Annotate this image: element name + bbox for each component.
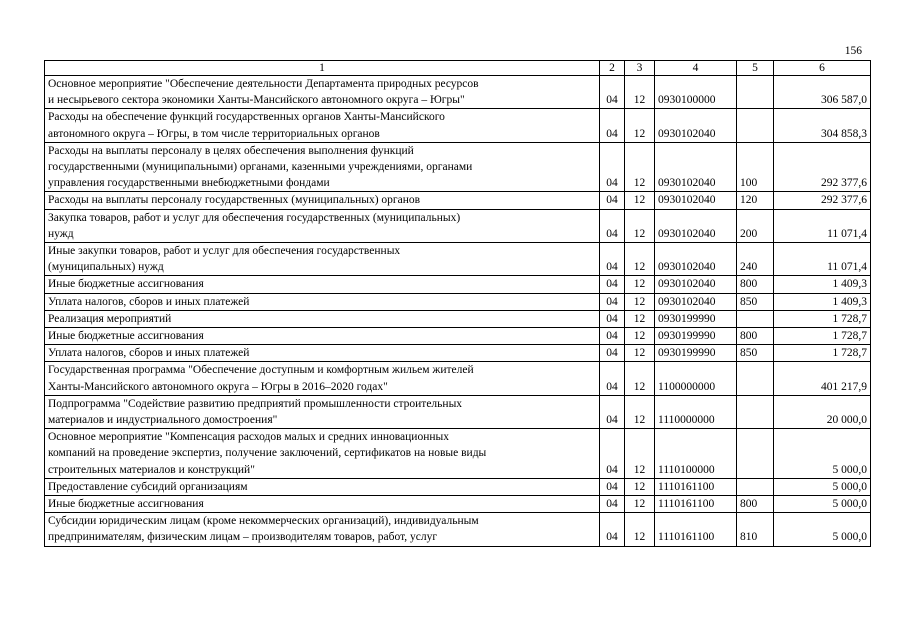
expense-name-line: Основное мероприятие "Обеспечение деятельности Департамента природных ресурсов <box>48 78 479 90</box>
subsection-cell: 12 <box>625 209 655 242</box>
amount-cell: 5 000,0 <box>774 513 871 546</box>
expense-kind-cell <box>737 310 774 327</box>
subsection-cell: 12 <box>625 345 655 362</box>
target-code-cell: 0930102040 <box>655 192 737 209</box>
expense-name-line: (муниципальных) нужд <box>48 261 164 274</box>
subsection-cell: 12 <box>625 496 655 513</box>
section-cell: 04 <box>600 496 625 513</box>
section-cell: 04 <box>600 429 625 479</box>
expense-name-line: Ханты-Мансийского автономного округа – Югры в 2016–2020 годах" <box>48 380 388 393</box>
expense-kind-cell: 850 <box>737 345 774 362</box>
expense-name-line: Подпрограмма "Содействие развитию предприятий промышленности строительных <box>48 397 463 410</box>
target-code-cell: 0930102040 <box>655 209 737 242</box>
table-row <box>45 243 871 276</box>
subsection-cell: 12 <box>625 310 655 327</box>
table-row <box>45 345 871 362</box>
expense-name-line: Государственная программа "Обеспечение доступным и комфортным жильем жителей <box>48 364 474 377</box>
section-cell: 04 <box>600 395 625 428</box>
expense-kind-cell: 240 <box>737 243 774 276</box>
expense-kind-cell: 810 <box>737 513 774 546</box>
header-cell-2: 2 <box>600 61 625 76</box>
expense-name-cell <box>45 109 600 142</box>
target-code-cell: 0930102040 <box>655 109 737 142</box>
subsection-cell: 12 <box>625 192 655 209</box>
expense-name-line: и несырьевого сектора экономики Ханты-Мансийского автономного округа – Югры" <box>48 94 465 107</box>
section-cell: 04 <box>600 142 625 192</box>
amount-cell: 20 000,0 <box>774 395 871 428</box>
table-row <box>45 209 871 242</box>
amount-cell: 401 217,9 <box>774 362 871 395</box>
target-code-cell: 0930100000 <box>655 76 737 109</box>
subsection-cell: 12 <box>625 429 655 479</box>
amount-cell: 5 000,0 <box>774 478 871 495</box>
expense-name-line: Основное мероприятие "Компенсация расходов малых и средних инновационных <box>48 431 449 444</box>
amount-cell: 292 377,6 <box>774 192 871 209</box>
expense-kind-cell: 800 <box>737 496 774 513</box>
expense-name-cell <box>45 142 600 192</box>
table-row <box>45 328 871 345</box>
expense-name-line: Субсидии юридическим лицам (кроме некоммерческих организаций), индивидуальным <box>48 515 479 528</box>
target-code-cell: 0930199990 <box>655 310 737 327</box>
expense-name-cell <box>45 478 600 495</box>
header-cell-4: 4 <box>655 61 737 76</box>
section-cell: 04 <box>600 243 625 276</box>
section-cell: 04 <box>600 310 625 327</box>
expense-name-cell <box>45 429 600 479</box>
amount-cell: 306 587,0 <box>774 76 871 109</box>
expense-name-line: Закупка товаров, работ и услуг для обеспечения государственных (муниципальных) <box>48 211 461 224</box>
subsection-cell: 12 <box>625 513 655 546</box>
expense-name-line: строительных материалов и конструкций" <box>48 463 255 476</box>
budget-table-body <box>45 61 871 547</box>
target-code-cell: 0930199990 <box>655 345 737 362</box>
section-cell: 04 <box>600 76 625 109</box>
target-code-cell: 1100000000 <box>655 362 737 395</box>
target-code-cell: 1110161100 <box>655 513 737 546</box>
header-cell-5: 5 <box>737 61 774 76</box>
amount-cell: 5 000,0 <box>774 496 871 513</box>
subsection-cell: 12 <box>625 109 655 142</box>
expense-kind-cell <box>737 109 774 142</box>
amount-cell: 11 071,4 <box>774 209 871 242</box>
expense-name-cell <box>45 243 600 276</box>
table-header-row <box>45 61 871 76</box>
expense-name-line: Расходы на обеспечение функций государственных органов Ханты-Мансийского <box>48 111 445 124</box>
expense-name-line: Предоставление субсидий организациям <box>48 480 248 493</box>
expense-name-line: Иные бюджетные ассигнования <box>48 330 204 343</box>
expense-name-line: государственными (муниципальными) органами, казенными учреждениями, органами <box>48 161 473 174</box>
subsection-cell: 12 <box>625 293 655 310</box>
expense-kind-cell: 800 <box>737 328 774 345</box>
expense-kind-cell <box>737 362 774 395</box>
expense-kind-cell: 800 <box>737 276 774 293</box>
subsection-cell: 12 <box>625 142 655 192</box>
table-row <box>45 478 871 495</box>
target-code-cell: 0930199990 <box>655 328 737 345</box>
amount-cell: 1 409,3 <box>774 293 871 310</box>
target-code-cell: 0930102040 <box>655 276 737 293</box>
amount-cell: 1 728,7 <box>774 328 871 345</box>
table-row <box>45 310 871 327</box>
amount-cell: 5 000,0 <box>774 429 871 479</box>
table-row <box>45 496 871 513</box>
expense-name-line: Иные бюджетные ассигнования <box>48 498 204 511</box>
section-cell: 04 <box>600 328 625 345</box>
expense-name-cell <box>45 362 600 395</box>
target-code-cell: 1110100000 <box>655 429 737 479</box>
amount-cell: 304 858,3 <box>774 109 871 142</box>
expense-kind-cell <box>737 478 774 495</box>
expense-name-cell <box>45 395 600 428</box>
table-row <box>45 293 871 310</box>
section-cell: 04 <box>600 192 625 209</box>
expense-kind-cell <box>737 76 774 109</box>
amount-cell: 1 728,7 <box>774 345 871 362</box>
table-row <box>45 76 871 109</box>
section-cell: 04 <box>600 276 625 293</box>
table-row <box>45 276 871 293</box>
expense-kind-cell: 100 <box>737 142 774 192</box>
expense-name-line: Иные закупки товаров, работ и услуг для обеспечения государственных <box>48 245 401 258</box>
expense-kind-cell: 200 <box>737 209 774 242</box>
expense-name-line: нужд <box>48 227 74 240</box>
budget-table <box>44 60 871 547</box>
expense-name-line: материалов и индустриального домостроения" <box>48 414 278 427</box>
page-number: 156 <box>844 45 862 57</box>
expense-name-line: Реализация мероприятий <box>48 312 172 325</box>
table-row <box>45 109 871 142</box>
expense-name-line: Иные бюджетные ассигнования <box>48 278 204 291</box>
amount-cell: 1 409,3 <box>774 276 871 293</box>
subsection-cell: 12 <box>625 276 655 293</box>
subsection-cell: 12 <box>625 243 655 276</box>
expense-name-line: Уплата налогов, сборов и иных платежей <box>48 295 250 308</box>
expense-name-line: Расходы на выплаты персоналу государственных (муниципальных) органов <box>48 194 421 207</box>
section-cell: 04 <box>600 209 625 242</box>
table-row <box>45 429 871 479</box>
expense-name-cell <box>45 328 600 345</box>
table-row <box>45 395 871 428</box>
amount-cell: 292 377,6 <box>774 142 871 192</box>
expense-name-line: автономного округа – Югры, в том числе территориальных органов <box>48 127 380 140</box>
expense-kind-cell: 850 <box>737 293 774 310</box>
table-row <box>45 513 871 546</box>
section-cell: 04 <box>600 109 625 142</box>
expense-name-cell <box>45 310 600 327</box>
expense-name-line: Расходы на выплаты персоналу в целях обеспечения выполнения функций <box>48 144 414 157</box>
subsection-cell: 12 <box>625 478 655 495</box>
expense-name-cell <box>45 496 600 513</box>
subsection-cell: 12 <box>625 328 655 345</box>
expense-name-cell <box>45 293 600 310</box>
header-cell-6: 6 <box>774 61 871 76</box>
header-cell-3: 3 <box>625 61 655 76</box>
table-row <box>45 192 871 209</box>
expense-name-line: Уплата налогов, сборов и иных платежей <box>48 347 250 360</box>
expense-name-cell <box>45 276 600 293</box>
table-row <box>45 362 871 395</box>
subsection-cell: 12 <box>625 395 655 428</box>
section-cell: 04 <box>600 478 625 495</box>
expense-name-cell <box>45 76 600 109</box>
section-cell: 04 <box>600 293 625 310</box>
expense-name-cell <box>45 209 600 242</box>
subsection-cell: 12 <box>625 76 655 109</box>
expense-name-cell <box>45 345 600 362</box>
expense-name-line: компаний на проведение экспертиз, получение заключений, сертификатов на новые виды <box>48 447 487 460</box>
expense-kind-cell: 120 <box>737 192 774 209</box>
target-code-cell: 0930102040 <box>655 142 737 192</box>
expense-kind-cell <box>737 395 774 428</box>
target-code-cell: 0930102040 <box>655 243 737 276</box>
target-code-cell: 1110161100 <box>655 478 737 495</box>
target-code-cell: 1110161100 <box>655 496 737 513</box>
expense-kind-cell <box>737 429 774 479</box>
expense-name-line: управления государственными внебюджетными фондами <box>48 177 330 190</box>
expense-name-cell <box>45 192 600 209</box>
expense-name-cell <box>45 513 600 546</box>
expense-name-line: предпринимателям, физическим лицам – производителям товаров, работ, услуг <box>48 531 438 544</box>
subsection-cell: 12 <box>625 362 655 395</box>
section-cell: 04 <box>600 345 625 362</box>
amount-cell: 11 071,4 <box>774 243 871 276</box>
amount-cell: 1 728,7 <box>774 310 871 327</box>
section-cell: 04 <box>600 362 625 395</box>
table-row <box>45 142 871 192</box>
header-cell-1: 1 <box>45 61 600 76</box>
target-code-cell: 0930102040 <box>655 293 737 310</box>
section-cell: 04 <box>600 513 625 546</box>
target-code-cell: 1110000000 <box>655 395 737 428</box>
